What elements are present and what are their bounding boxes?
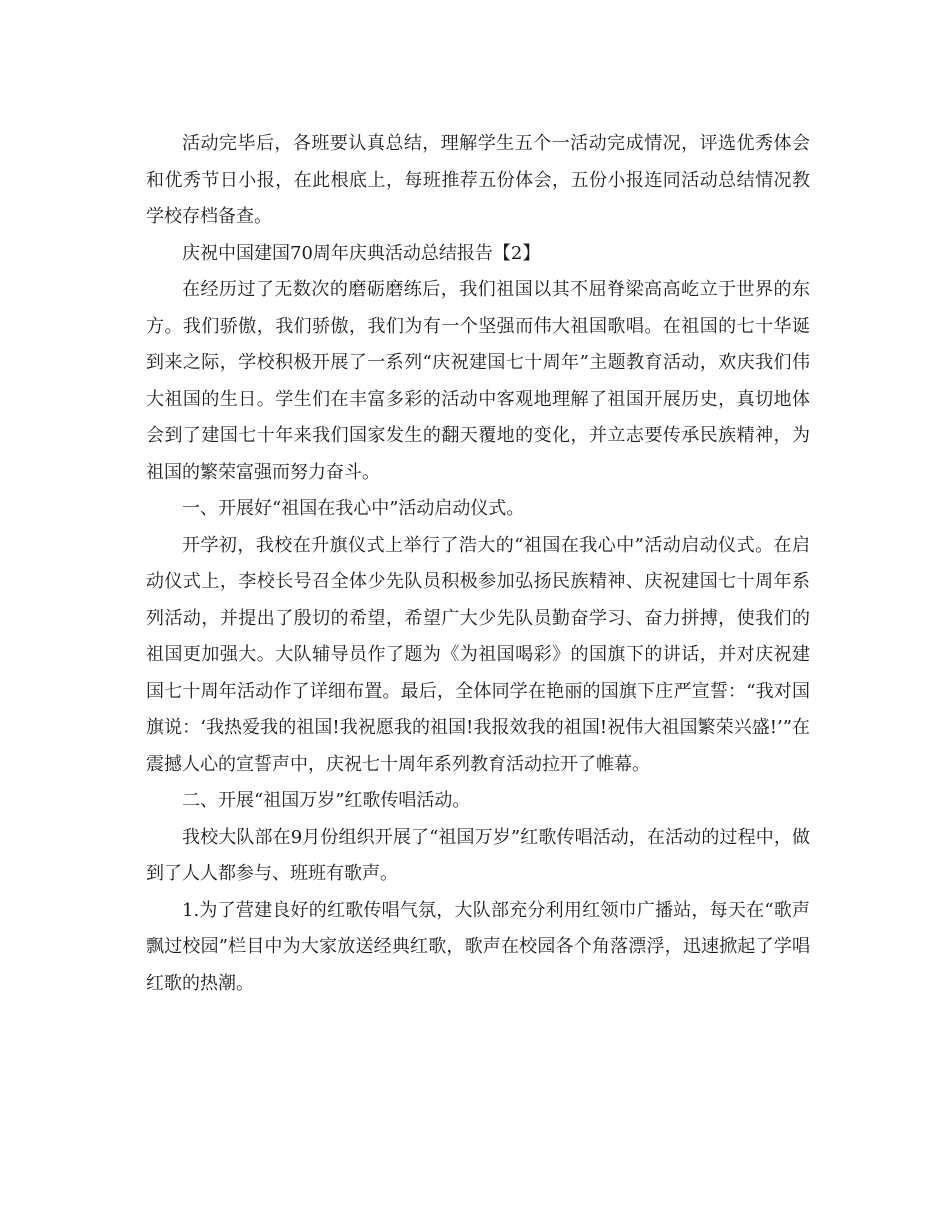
paragraph-item-1: 1.为了营建良好的红歌传唱气氛，大队部充分利用红领巾广播站，每天在“歌声飘过校园”栏目中为大家放送经典红歌，歌声在校园各个角落漂浮，迅速掀起了学唱红歌的热潮。: [146, 899, 810, 994]
report-title: 庆祝中国建国70周年庆典活动总结报告【2】: [182, 242, 541, 264]
paragraph-section-2: 我校大队部在9月份组织开展了“祖国万岁”红歌传唱活动，在活动的过程中，做到了人人都参与、班班有歌声。: [146, 826, 810, 884]
document-body: [146, 126, 810, 1002]
paragraph-intro: 在经历过了无数次的磨砺磨练后，我们祖国以其不屈脊梁高高屹立于世界的东方。我们骄傲，我们骄傲，我们为有一个坚强而伟大祖国歌唱。在祖国的七十华诞到来之际，学校积极开展了一系列“庆祝建国七十周年”主题教育活动，欢庆我们伟大祖国的生日。学生们在丰富多彩的活动中客观地理解了祖国开展历史，真切地体会到了建国七十年来我们国家发生的翻天覆地的变化，并立志要传承民族精神，为祖国的繁荣富强而努力奋斗。: [146, 279, 810, 483]
section-heading-1: 一、开展好“祖国在我心中”活动启动仪式。: [182, 498, 525, 519]
paragraph-section-1: 开学初，我校在升旗仪式上举行了浩大的“祖国在我心中”活动启动仪式。在启动仪式上，李校长号召全体少先队员积极参加弘扬民族精神、庆祝建国七十周年系列活动，并提出了殷切的希望，希望广大少先队员勤奋学习、奋力拼搏，使我们的祖国更加强大。大队辅导员作了题为《为祖国喝彩》的国旗下的讲话，并对庆祝建国七十周年活动作了详细布置。最后，全体同学在艳丽的国旗下庄严宣誓：“我对国旗说：‘我热爱我的祖国!我祝愿我的祖国!我报效我的祖国!祝伟大祖国繁荣兴盛!’”在震撼人心的宣誓声中，庆祝七十周年系列教育活动拉开了帷幕。: [146, 534, 810, 775]
paragraph-summary: 活动完毕后，各班要认真总结，理解学生五个一活动完成情况，评选优秀体会和优秀节日小报，在此根底上，每班推荐五份体会，五份小报连同活动总结情况教学校存档备查。: [146, 133, 810, 227]
section-heading-2: 二、开展“祖国万岁”红歌传唱活动。: [182, 790, 471, 811]
